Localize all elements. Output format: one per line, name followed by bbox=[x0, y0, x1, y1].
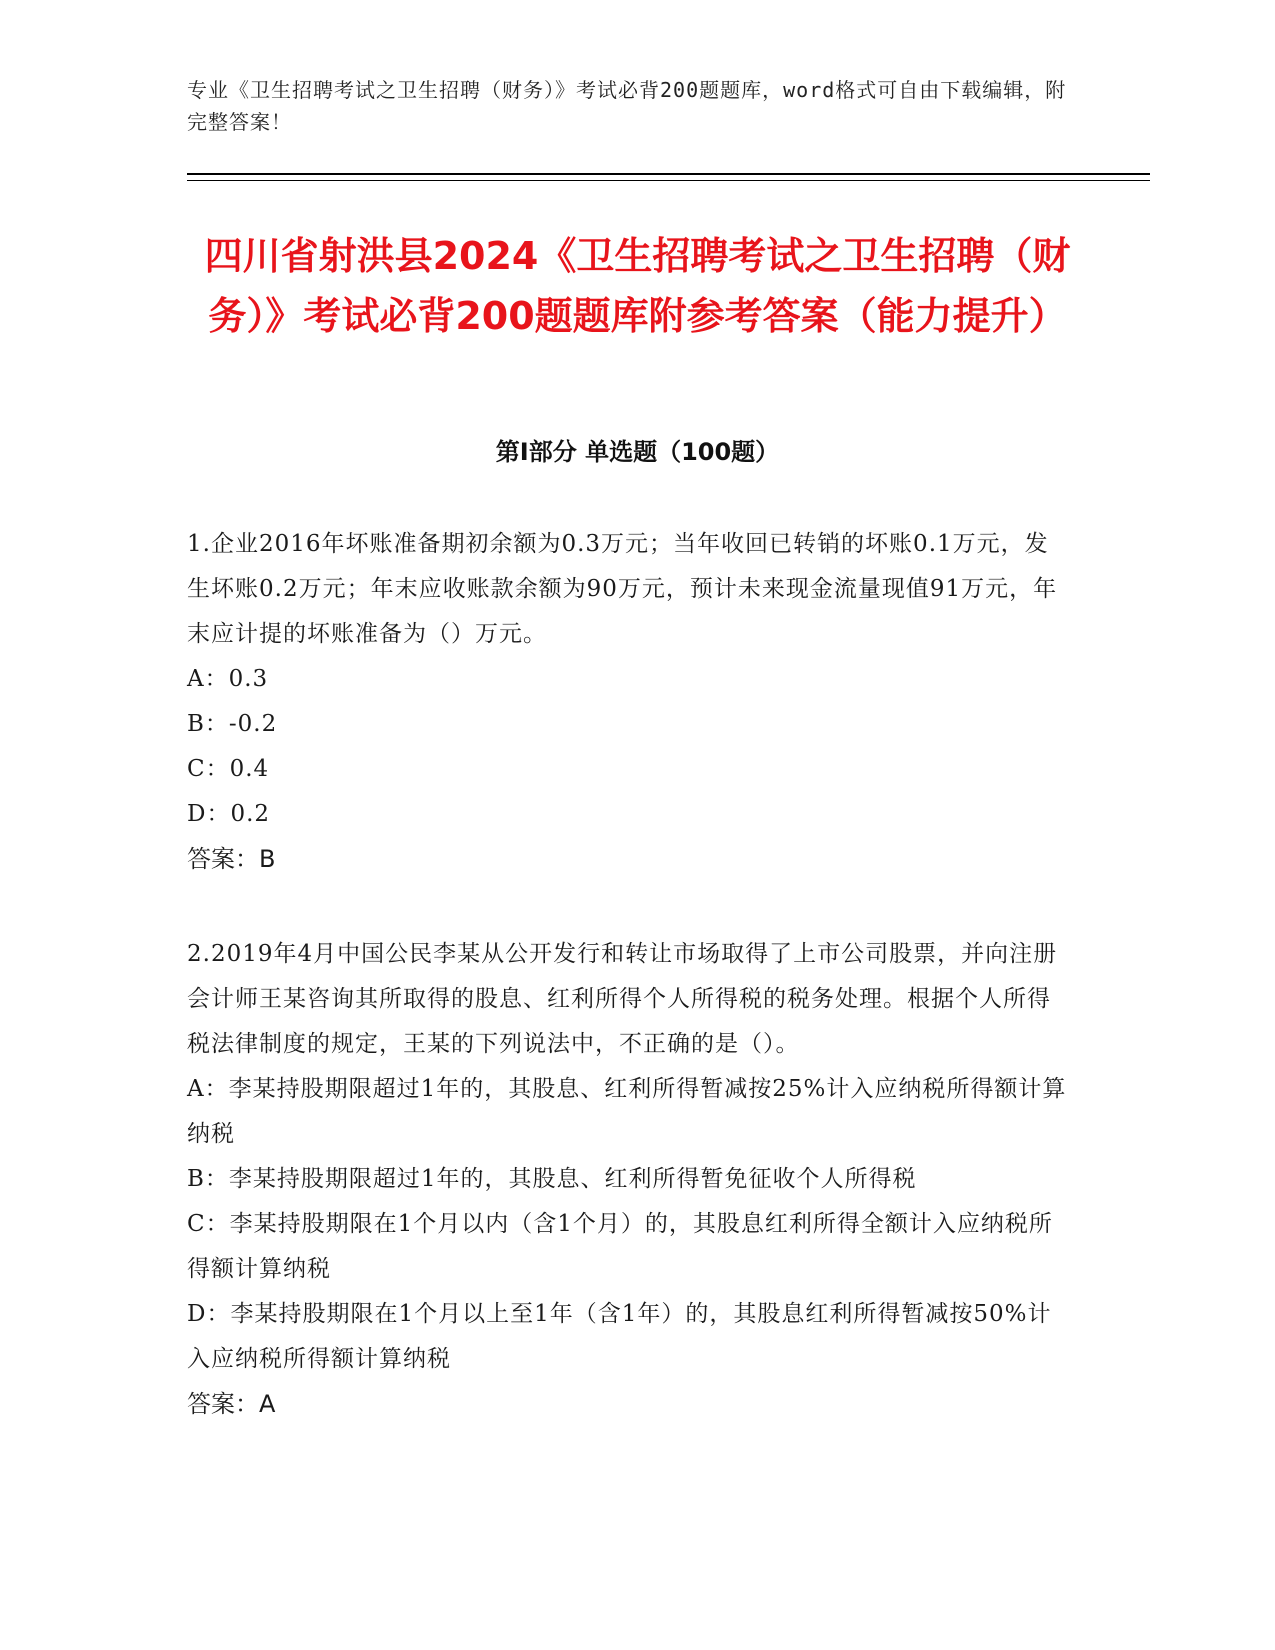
document-title: 四川省射洪县2024《卫生招聘考试之卫生招聘（财务）》考试必背200题题库附参考答案（能力提升） bbox=[204, 234, 1071, 338]
answer-line: 答案：B bbox=[187, 845, 276, 873]
question-item bbox=[187, 522, 1067, 882]
question-item bbox=[187, 932, 1067, 1427]
option-d: D：0.2 bbox=[187, 801, 271, 827]
answer-line: 答案：A bbox=[187, 1390, 276, 1418]
option-a: A：李某持股期限超过1年的，其股息、红利所得暂减按25%计入应纳税所得额计算纳税 bbox=[187, 1076, 1067, 1147]
question-stem: 1.企业2016年坏账准备期初余额为0.3万元；当年收回已转销的坏账0.1万元，发生坏账0.2万元；年末应收账款余额为90万元，预计未来现金流量现值91万元，年末应计提的坏账准备为（）万元。 bbox=[187, 531, 1058, 647]
header-note: 专业《卫生招聘考试之卫生招聘（财务）》考试必背200题题库，word格式可自由下载编辑，附完整答案！ bbox=[187, 78, 1067, 134]
section-title: 第Ⅰ部分 单选题（100题） bbox=[495, 438, 780, 466]
question-stem: 2.2019年4月中国公民李某从公开发行和转让市场取得了上市公司股票，并向注册会计师王某咨询其所取得的股息、红利所得个人所得税的税务处理。根据个人所得税法律制度的规定，王某的下列说法中，不正确的是（）。 bbox=[187, 941, 1058, 1057]
header-divider-thin bbox=[187, 180, 1150, 181]
option-c: C：0.4 bbox=[187, 756, 270, 782]
option-b: B：-0.2 bbox=[187, 711, 278, 737]
option-a: A：0.3 bbox=[187, 666, 269, 692]
header-divider-thick bbox=[187, 173, 1150, 175]
option-b: B：李某持股期限超过1年的，其股息、红利所得暂免征收个人所得税 bbox=[187, 1166, 917, 1192]
option-d: D：李某持股期限在1个月以上至1年（含1年）的，其股息红利所得暂减按50%计入应纳税所得额计算纳税 bbox=[187, 1301, 1052, 1372]
option-c: C：李某持股期限在1个月以内（含1个月）的，其股息红利所得全额计入应纳税所得额计算纳税 bbox=[187, 1211, 1053, 1282]
